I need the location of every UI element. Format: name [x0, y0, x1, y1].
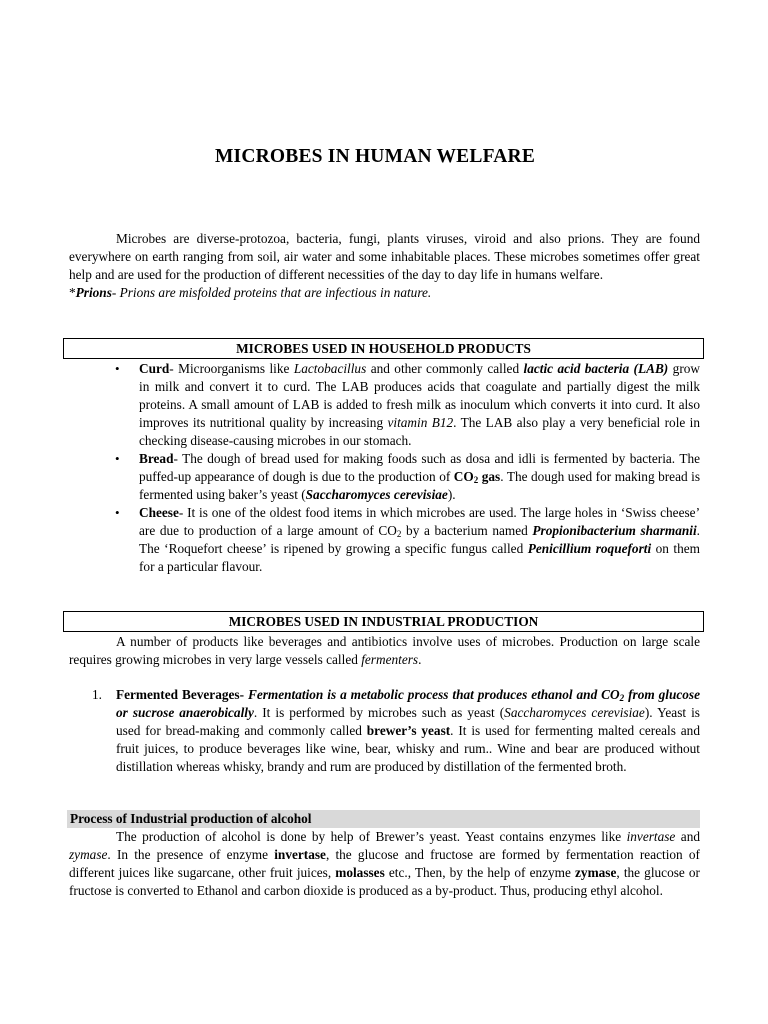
list-item-cheese: [112, 504, 700, 576]
beverages-text: . It is performed by microbes such as yeast (: [253, 705, 505, 720]
term-molasses: molasses: [335, 865, 385, 880]
process-heading: Process of Industrial production of alcohol: [67, 810, 700, 828]
prions-label: Prions: [75, 285, 112, 300]
cheese-label: Cheese: [139, 505, 179, 520]
process-text: . In the presence of enzyme: [107, 847, 275, 862]
curd-text: . The LAB also play a very beneficial role in checking disease-causing microbes in our stomach.: [139, 415, 700, 448]
industrial-intro: [69, 633, 700, 669]
term-vitamin: vitamin B12: [387, 415, 454, 430]
intro-text: Microbes are diverse-protozoa, bacteria, fungi, plants viruses, viroid and also prions. They are found everywhere on earth ranging from soil, air water and some inhabitable places. These microbes sometimes offer great help and are used for the production of different necessities of the day to day life in humans welfare.: [69, 231, 700, 282]
bread-text: - The dough of bread used for making foods such as dosa and idli is fermented by bacteria. The puffed-up appearance of dough is due to the production of: [139, 451, 700, 484]
curd-label: Curd: [139, 361, 170, 376]
beverages-text: . It is used for fermenting malted cereals and fruit juices, to produce beverages like wine, bear, whisky and rum.. Wine and bear are produced without distillation whereas whisky, brandy and rum are produced by distillation of the fermented broth.: [116, 723, 700, 774]
term-co2: $CO_2$ gas: [453, 469, 501, 485]
bread-label: Bread: [139, 451, 174, 466]
household-list: [112, 360, 700, 576]
subscript: 2: [396, 529, 402, 539]
list-item-curd: [112, 360, 700, 450]
cheese-text: - It is one of the oldest food items in which microbes are used. The large holes in ‘Swiss cheese’ are due to production of a large amount of CO: [139, 505, 700, 538]
term-zymase: zymase: [69, 847, 108, 862]
term-lab: lactic acid bacteria (LAB): [523, 361, 669, 376]
industrial-list: [69, 686, 700, 776]
process-paragraph: [69, 828, 700, 900]
term-penicillium: Penicillium roqueforti: [527, 541, 652, 556]
prions-note: [69, 284, 700, 302]
term-invertase: invertase: [626, 829, 676, 844]
prions-text: - Prions are misfolded proteins that are infectious in nature.: [111, 285, 432, 300]
term-fermenters: fermenters: [361, 652, 419, 667]
curd-text: and other commonly called: [366, 361, 524, 376]
process-text: and: [675, 829, 700, 844]
fermented-beverages-label: Fermented Beverages-: [116, 687, 244, 702]
curd-text: - Microorganisms like: [169, 361, 294, 376]
term-lactobacillus: Lactobacillus: [293, 361, 367, 376]
intro-paragraph: [69, 230, 700, 302]
term-yeast: Saccharomyces cerevisiae: [305, 487, 448, 502]
cheese-text: on them for a particular flavour.: [139, 541, 700, 574]
list-item-fermented-beverages: [69, 686, 700, 776]
curd-text: grow in milk and convert it to curd. The LAB produces acids that coagulate and partially digest the milk proteins. A small amount of LAB is added to fresh milk as inoculum which converts it into curd. It also improves its nutritional quality by increasing: [139, 361, 700, 430]
process-text: The production of alcohol is done by help of Brewer’s yeast. Yeast contains enzymes like: [116, 829, 627, 844]
industrial-section-heading: MICROBES USED IN INDUSTRIAL PRODUCTION: [63, 611, 704, 632]
industrial-intro-text: A number of products like beverages and antibiotics involve uses of microbes. Production on large scale requires growing microbes in very large vessels called: [69, 634, 700, 667]
prions-star: *: [69, 285, 76, 300]
term-brewers-yeast: brewer’s yeast: [366, 723, 451, 738]
term-propionibacterium: Propionibacterium sharmanii: [532, 523, 697, 538]
process-text: , the glucose and fructose are formed by fermentation reaction of different juices like sugarcane, other fruit juices,: [69, 847, 700, 880]
bread-text: ).: [447, 487, 456, 502]
bullet-icon: •: [115, 361, 120, 376]
household-section-heading: MICROBES USED IN HOUSEHOLD PRODUCTS: [63, 338, 704, 359]
list-item-bread: [112, 450, 700, 504]
fermentation-definition: Fermentation is a metabolic process that produces ethanol and $CO_2$ from glucose or sucrose anaerobically: [116, 687, 700, 720]
process-text: , the glucose or fructose is converted to Ethanol and carbon dioxide is produced as a by-product. Thus, producing ethyl alcohol.: [69, 865, 700, 898]
bread-text: . The dough used for making bread is fermented using baker’s yeast (: [139, 469, 701, 502]
page-title: MICROBES IN HUMAN WELFARE: [214, 146, 536, 167]
cheese-text: . The ‘Roquefort cheese’ is ripened by growing a specific fungus called: [139, 523, 700, 556]
bullet-icon: •: [115, 451, 120, 466]
term-yeast: Saccharomyces cerevisiae: [504, 705, 645, 720]
industrial-intro-text: .: [418, 652, 422, 667]
list-number: 1.: [92, 687, 102, 702]
process-text: etc., Then, by the help of enzyme: [384, 865, 576, 880]
cheese-text: by a bacterium named: [401, 523, 533, 538]
beverages-text: ). Yeast is used for bread-making and commonly called: [116, 705, 700, 738]
bullet-icon: •: [115, 505, 120, 520]
term-invertase: invertase: [274, 847, 326, 862]
term-zymase: zymase: [575, 865, 617, 880]
